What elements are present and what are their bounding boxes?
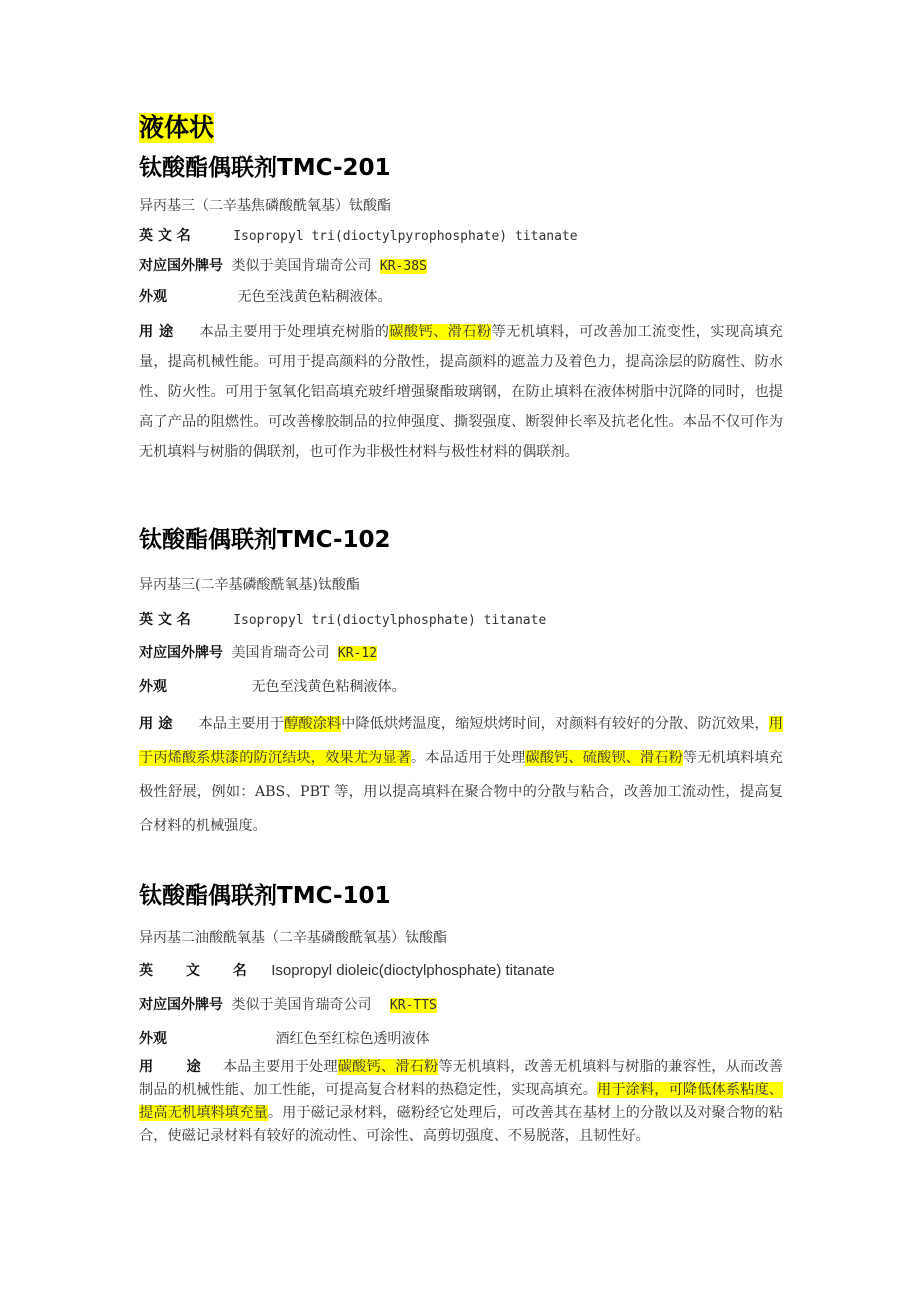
usage-text: 等无机填料，改善无机填料与树脂的兼容性，从而改善制品的机械性能、加工性能，可提高复合材料的热稳定性，实现高填充。 [139,1059,783,1098]
english-name-label: 英 文 名 [139,612,191,628]
brand-text: 类似于美国肯瑞奇公司 [231,997,372,1013]
appearance-value: 无色至浅黄色粘稠液体。 [237,289,392,305]
brand-label: 对应国外牌号 [139,997,223,1013]
appearance-value: 酒红色至红棕色透明液体 [275,1031,430,1047]
usage-text: 中降低烘烤温度，缩短烘烤时间，对颜料有较好的分散、防沉效果， [341,716,769,732]
english-name-label: 英 文 名 [139,963,261,979]
chemical-name: 异丙基二油酸酰氧基（二辛基磷酸酰氧基）钛酸酯 [139,930,447,946]
category-heading: 液体状 [139,113,215,142]
usage-text: 本品主要用于处理填充树脂的 [199,324,390,340]
usage-paragraph [139,317,783,467]
brand-text: 美国肯瑞奇公司 [231,645,330,661]
brand-code: KR-TTS [389,998,437,1013]
usage-label: 用 途 [139,716,173,732]
chemical-name: 异丙基三（二辛基焦磷酸酰氧基）钛酸酯 [139,198,391,214]
usage-paragraph [139,707,783,843]
english-name-value: Isopropyl dioleic(dioctylphosphate) titanate [271,962,555,979]
usage-label: 用 途 [139,324,174,340]
usage-text: 等无机填料填充极性舒展，例如：ABS、PBT 等，用以提高填料在聚合物中的分散与粘合，改善加工流动性，提高复合材料的机械强度。 [139,750,783,834]
brand-label: 对应国外牌号 [139,258,223,274]
usage-text: 本品主要用于 [198,716,285,732]
english-name-row [139,961,555,981]
english-name-value: Isopropyl tri(dioctylpyrophosphate) titanate [233,229,578,244]
usage-highlight: 醇酸涂料 [284,716,342,732]
product-title: 钛酸酯偶联剂TMC-201 [139,155,391,181]
brand-row [139,256,427,277]
usage-highlight: 碳酸钙、硫酸钡、滑石粉 [525,750,683,766]
appearance-label: 外观 [139,679,167,695]
brand-row [139,995,437,1016]
usage-highlight: 碳酸钙、滑石粉 [337,1059,439,1075]
usage-text: 本品主要用于处理 [222,1059,338,1075]
usage-text: 。本品适用于处理 [410,750,526,766]
appearance-label: 外观 [139,1031,167,1047]
english-name-row [139,226,578,247]
usage-label: 用 途 [139,1059,215,1075]
chemical-name: 异丙基三(二辛基磷酸酰氧基)钛酸酯 [139,577,360,593]
english-name-value: Isopropyl tri(dioctylphosphate) titanate [233,613,547,628]
brand-label: 对应国外牌号 [139,645,223,661]
appearance-row [139,287,391,307]
product-title: 钛酸酯偶联剂TMC-101 [139,883,391,909]
product-title: 钛酸酯偶联剂TMC-102 [139,527,391,553]
brand-text: 类似于美国肯瑞奇公司 [231,258,372,274]
english-name-label: 英 文 名 [139,228,191,244]
brand-row [139,643,377,664]
usage-text: 。用于磁记录材料，磁粉经它处理后，可改善其在基材上的分散以及对聚合物的粘合，使磁记录材料有较好的流动性、可涂性、高剪切强度、不易脱落，且韧性好。 [139,1105,783,1144]
english-name-row [139,610,546,631]
brand-code: KR-12 [337,646,378,661]
appearance-row [139,677,405,697]
usage-highlight: 用于涂料，可降低体系粘度、提高无机填料填充量 [139,1082,783,1121]
appearance-row [139,1029,429,1049]
usage-highlight: 用于丙烯酸系烘漆的防沉结块，效果尤为显著 [139,716,783,766]
appearance-value: 无色至浅黄色粘稠液体。 [251,679,406,695]
usage-paragraph [139,1056,783,1148]
brand-code: KR-38S [379,259,427,274]
appearance-label: 外观 [139,289,167,305]
usage-highlight: 碳酸钙、滑石粉 [389,324,492,340]
usage-text: 等无机填料，可改善加工流变性，实现高填充量，提高机械性能。可用于提高颜料的分散性，提高颜料的遮盖力及着色力，提高涂层的防腐性、防水性、防火性。可用于氢氧化铝高填充玻纤增强聚酯玻璃钢，在防止填料在液体树脂中沉降的同时，也提高了产品的阻燃性。可改善橡胶制品的拉伸强度、撕裂强度、断裂伸长率及抗老化性。本品不仅可作为无机填料与树脂的偶联剂，也可作为非极性材料与极性材料的偶联剂。 [139,324,783,460]
